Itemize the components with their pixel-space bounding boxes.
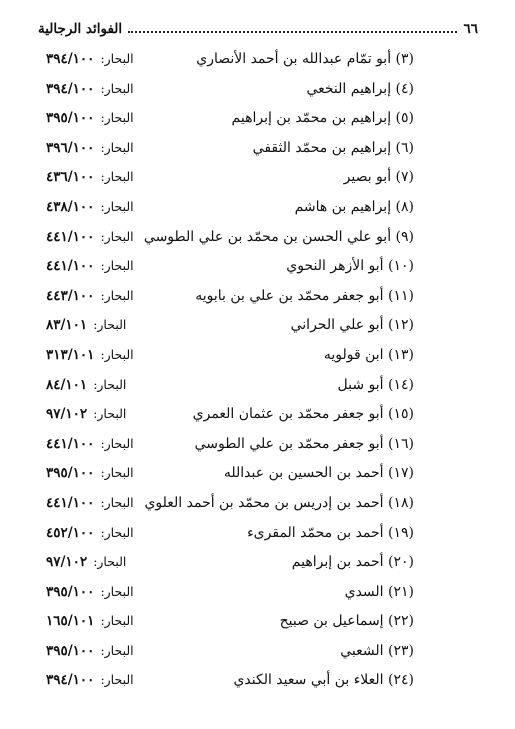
- reference-volume-page: ٤٤٣/١٠٠: [46, 287, 95, 304]
- reference-label: البحار:: [93, 406, 127, 422]
- narrator-name: (١٩) أحمد بن محمّد المقرىء: [247, 524, 414, 541]
- list-item: [0, 341, 515, 371]
- narrator-name: (٥) إبراهيم بن محمّد بن إبراهيم: [231, 110, 414, 127]
- reference-volume-page: ٣٩٥/١٠٠: [46, 583, 95, 600]
- reference-label: البحار:: [93, 376, 127, 392]
- running-header: [38, 18, 478, 40]
- reference-volume-page: ٤٥٢/١٠٠: [46, 524, 95, 541]
- list-item: [0, 104, 515, 134]
- reference-volume-page: ٤٤١/١٠٠: [46, 494, 95, 511]
- reference-label: البحار:: [100, 583, 134, 599]
- reference-volume-page: ١٦٥/١٠١: [46, 613, 95, 630]
- reference-volume-page: ٤٣٨/١٠٠: [46, 198, 95, 215]
- bihar-reference: [46, 465, 134, 481]
- list-item: [0, 489, 515, 519]
- narrator-name: (٨) إبراهيم بن هاشم: [294, 198, 414, 215]
- narrator-name: (١٧) أحمد بن الحسين بن عبدالله: [223, 465, 414, 482]
- bihar-reference: [46, 140, 134, 156]
- bihar-reference: [46, 81, 134, 97]
- reference-volume-page: ٤٤١/١٠٠: [46, 435, 95, 452]
- reference-label: البحار:: [100, 198, 134, 214]
- reference-label: البحار:: [93, 317, 127, 333]
- narrator-name: (١٣) ابن قولويه: [323, 346, 414, 363]
- book-title: الفوائد الرجالية: [38, 21, 123, 37]
- narrator-name: (٧) أبو بصير: [343, 169, 414, 186]
- bihar-reference: [46, 110, 134, 126]
- bihar-reference: [46, 317, 126, 333]
- list-item: [0, 163, 515, 193]
- narrator-name: (١٨) أحمد بن إدريس بن محمّد بن أحمد العلوي: [144, 494, 414, 511]
- bihar-reference: [46, 169, 134, 185]
- reference-volume-page: ٣٩٥/١٠٠: [46, 465, 95, 482]
- reference-label: البحار:: [100, 524, 134, 540]
- header-dot-leader: [128, 21, 457, 33]
- narrator-name: (١٠) أبو الأزهر النحوي: [286, 258, 414, 275]
- reference-label: البحار:: [100, 139, 134, 155]
- page-number: ٦٦: [463, 21, 478, 37]
- list-item: [0, 548, 515, 578]
- list-item: [0, 371, 515, 401]
- list-item: [0, 400, 515, 430]
- bihar-reference: [46, 672, 134, 688]
- narrator-name: (٦) إبراهيم بن محمّد الثقفي: [252, 139, 414, 156]
- reference-label: البحار:: [100, 287, 134, 303]
- bihar-reference: [46, 51, 134, 67]
- reference-label: البحار:: [100, 346, 134, 362]
- bihar-reference: [46, 584, 134, 600]
- list-item: [0, 45, 515, 75]
- bihar-reference: [46, 229, 134, 245]
- narrator-name: (٢٤) العلاء بن أبي سعيد الكندي: [233, 672, 414, 689]
- narrator-name: (٤) إبراهيم النخعي: [306, 80, 414, 97]
- reference-volume-page: ٣٩٦/١٠٠: [46, 139, 95, 156]
- list-item: [0, 75, 515, 105]
- reference-volume-page: ٩٧/١٠٢: [46, 406, 88, 423]
- list-item: [0, 637, 515, 667]
- reference-volume-page: ٤٤١/١٠٠: [46, 228, 95, 245]
- narrator-name: (٩) أبو علي الحسن بن محمّد بن علي الطوسي: [143, 228, 414, 245]
- bihar-reference: [46, 258, 134, 274]
- list-item: [0, 430, 515, 460]
- list-item: [0, 193, 515, 223]
- list-item: [0, 607, 515, 637]
- list-item: [0, 666, 515, 696]
- reference-volume-page: ٨٤/١٠١: [46, 376, 88, 393]
- reference-volume-page: ٨٣/١٠١: [46, 317, 88, 334]
- list-item: [0, 134, 515, 164]
- reference-volume-page: ٤٤١/١٠٠: [46, 258, 95, 275]
- narrator-name: (١٥) أبو جعفر محمّد بن عثمان العمري: [192, 406, 414, 423]
- reference-label: البحار:: [100, 228, 134, 244]
- reference-label: البحار:: [100, 435, 134, 451]
- reference-volume-page: ٣٩٤/١٠٠: [46, 51, 95, 67]
- narrator-name: (٢١) السدي: [344, 583, 414, 600]
- bihar-reference: [46, 288, 134, 304]
- reference-label: البحار:: [93, 554, 127, 570]
- reference-volume-page: ٣٩٤/١٠٠: [46, 672, 95, 689]
- narrator-name: (١٢) أبو علي الحراني: [290, 317, 414, 334]
- reference-label: البحار:: [100, 642, 134, 658]
- list-item: [0, 252, 515, 282]
- bihar-reference: [46, 347, 134, 363]
- narrator-name: (٣) أبو تمّام عبدالله بن أحمد الأنصاري: [196, 51, 414, 67]
- reference-volume-page: ٣١٣/١٠١: [46, 346, 95, 363]
- list-item: [0, 223, 515, 253]
- list-item: [0, 519, 515, 549]
- narrator-name: (٢٣) الشعبي: [340, 642, 414, 659]
- narrator-list: [0, 45, 515, 696]
- bihar-reference: [46, 406, 126, 422]
- bihar-reference: [46, 525, 134, 541]
- narrator-name: (٢٢) إسماعيل بن صبيح: [279, 613, 414, 630]
- bihar-reference: [46, 199, 134, 215]
- narrator-name: (٢٠) أحمد بن إبراهيم: [291, 554, 414, 571]
- bihar-reference: [46, 436, 134, 452]
- reference-label: البحار:: [100, 613, 134, 629]
- reference-label: البحار:: [100, 672, 134, 688]
- narrator-name: (١١) أبو جعفر محمّد بن علي بن بابويه: [195, 287, 414, 304]
- narrator-name: (١٤) أبو شبل: [337, 376, 414, 393]
- reference-label: البحار:: [100, 494, 134, 510]
- reference-volume-page: ٣٩٤/١٠٠: [46, 80, 95, 97]
- reference-volume-page: ٤٣٦/١٠٠: [46, 169, 95, 186]
- reference-label: البحار:: [100, 80, 134, 96]
- list-item: [0, 282, 515, 312]
- reference-label: البحار:: [100, 110, 134, 126]
- reference-label: البحار:: [100, 258, 134, 274]
- list-item: [0, 311, 515, 341]
- list-item: [0, 578, 515, 608]
- reference-volume-page: ٣٩٥/١٠٠: [46, 110, 95, 127]
- reference-label: البحار:: [100, 465, 134, 481]
- bihar-reference: [46, 613, 134, 629]
- reference-label: البحار:: [100, 169, 134, 185]
- reference-label: البحار:: [100, 51, 134, 66]
- bihar-reference: [46, 377, 126, 393]
- narrator-name: (١٦) أبو جعفر محمّد بن علي الطوسي: [194, 435, 414, 452]
- bihar-reference: [46, 554, 126, 570]
- bihar-reference: [46, 643, 134, 659]
- reference-volume-page: ٣٩٥/١٠٠: [46, 642, 95, 659]
- reference-volume-page: ٩٧/١٠٢: [46, 554, 88, 571]
- bihar-reference: [46, 495, 134, 511]
- list-item: [0, 459, 515, 489]
